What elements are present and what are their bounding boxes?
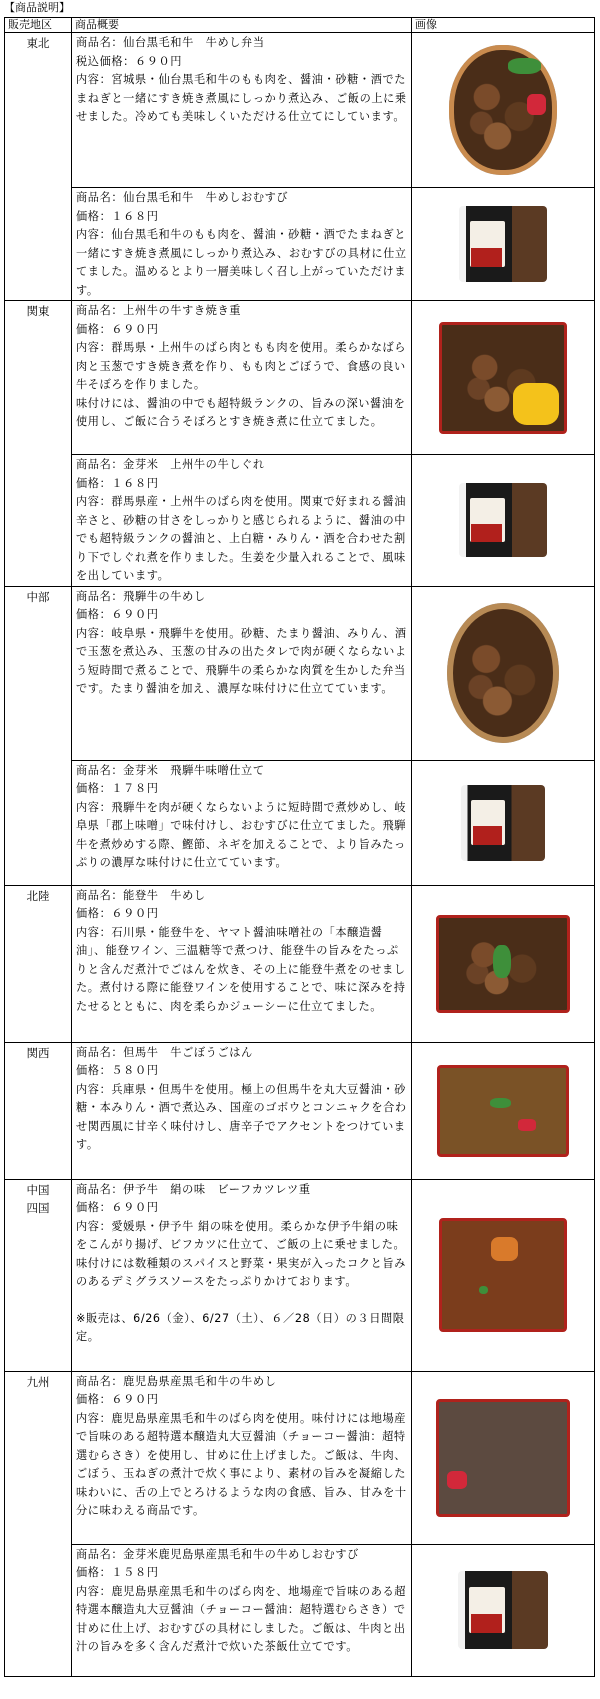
onigiri-photo <box>458 1571 548 1649</box>
product-content: 内容：群馬県・上州牛のばら肉ともも肉を使用。柔らかなばら肉と玉葱ですき焼き煮を作り、もも肉とごぼうで、食感の良い牛そぼろを作りました。 <box>76 341 407 391</box>
product-price: 価格：１６８円 <box>76 209 159 223</box>
product-name: 商品名：能登牛 牛めし <box>76 888 206 902</box>
region-cell: 北陸 <box>5 885 72 1042</box>
table-row <box>5 1042 595 1179</box>
header-summary: 商品概要 <box>72 18 412 33</box>
product-price: 税込価格：６９０円 <box>76 54 183 68</box>
product-table <box>4 17 595 1677</box>
region-cell: 東北 <box>5 33 72 301</box>
product-price: 価格：６９０円 <box>76 1201 159 1214</box>
product-name: 商品名：仙台黒毛和牛 牛めし弁当 <box>76 36 265 49</box>
product-price: 価格：６９０円 <box>76 907 159 920</box>
table-row <box>5 301 595 455</box>
product-image-cell <box>412 1179 595 1371</box>
product-desc <box>72 885 412 1042</box>
product-content: 内容：岐阜県・飛騨牛を使用。砂糖、たまり醤油、みりん、酒で玉葱を煮込み、玉葱の甘みの出たタレで肉が硬くならないよう短時間で煮ることで、飛騨牛の柔らかな肉質を生かした弁当です。たまり醤油を加え、濃厚な味付けに仕立てています。 <box>76 626 407 695</box>
region-cell <box>5 1179 72 1371</box>
onigiri-photo <box>459 483 547 557</box>
product-desc <box>72 1371 412 1544</box>
product-content: 内容：群馬県産・上州牛のばら肉を使用。関東で好まれる醤油辛さと、砂糖の甘さをしっかりと感じられるように、醤油の中でも超特級ランクの醤油と、上白糖・みりん・酒を合わせた割り下でしぐれ煮を作りました。生姜を少量入れることで、風味を出しています。 <box>76 495 407 582</box>
region-cell: 九州 <box>5 1371 72 1676</box>
product-image-cell <box>412 1042 595 1179</box>
table-row <box>5 1371 595 1544</box>
section-title: 【商品説明】 <box>4 1 70 14</box>
region-line-1: 中国 <box>26 1182 50 1197</box>
onigiri-photo <box>459 206 547 282</box>
product-desc <box>72 301 412 455</box>
product-content: 内容：宮城県・仙台黒毛和牛のもも肉を、醤油・砂糖・酒でたまねぎと一緒にすき焼き煮風にしっかり煮込み、ご飯の上に乗せました。冷めても美味しくいただける仕立てにしています。 <box>76 73 407 123</box>
product-desc <box>72 586 412 760</box>
product-name: 商品名：伊予牛 絹の味 ビーフカツレツ重 <box>76 1182 311 1196</box>
region-line-2: 四国 <box>26 1200 50 1215</box>
table-row <box>5 885 595 1042</box>
product-price: 価格：１６８円 <box>76 476 159 490</box>
product-price: 価格：１７８円 <box>76 782 159 795</box>
product-content: 内容：愛媛県・伊予牛 絹の味を使用。柔らかな伊予牛絹の味をこんがり揚げ、ビフカツに仕立て、ご飯の上に乗せました。味付けには数種類のスパイスと野菜・果実が入ったコクと旨みのあるデミグラスソースをたっぷりかけております。 <box>76 1219 406 1288</box>
product-name: 商品名：金芽米 飛騨牛味噌仕立て <box>76 763 265 777</box>
product-price: 価格：１５８円 <box>76 1566 159 1579</box>
product-desc <box>72 455 412 587</box>
header-region: 販売地区 <box>5 18 72 33</box>
header-image: 画像 <box>412 18 595 33</box>
table-row <box>5 1544 595 1676</box>
product-desc <box>72 1544 412 1676</box>
bento-photo <box>439 1218 567 1332</box>
product-content: 内容：飛騨牛を肉が硬くならないように短時間で煮炒めし、岐阜県「郡上味噌」で味付けし、おむすびに仕立てました。飛騨牛を煮炒めする際、鰹節、ネギを加えることで、より旨みたっぷりの濃厚な味付けに仕立てています。 <box>76 800 407 869</box>
product-image-cell <box>412 885 595 1042</box>
product-image-cell <box>412 1371 595 1544</box>
product-name: 商品名：金芽米 上州牛の牛しぐれ <box>76 458 265 471</box>
bento-photo <box>436 1399 570 1517</box>
product-name: 商品名：飛騨牛の牛めし <box>76 589 206 603</box>
product-name: 商品名：但馬牛 牛ごぼうごはん <box>76 1045 253 1059</box>
header-row <box>5 18 595 33</box>
table-row <box>5 455 595 587</box>
table-row <box>5 1179 595 1371</box>
product-content: 内容：仙台黒毛和牛のもも肉を、醤油・砂糖・酒でたまねぎと一緒にすき焼き煮風にしっかり煮込み、おむすびの具材に仕立てました。温めるとより一層美味しく召し上がっていただけます。 <box>76 228 407 297</box>
product-image-cell <box>412 188 595 301</box>
product-name: 商品名：金芽米鹿児島県産黒毛和牛の牛めしおむすび <box>76 1547 359 1561</box>
product-desc <box>72 33 412 188</box>
onigiri-photo <box>461 785 545 861</box>
region-cell: 関東 <box>5 301 72 587</box>
product-name: 商品名：鹿児島県産黒毛和牛の牛めし <box>76 1374 277 1388</box>
bento-photo <box>436 915 570 1013</box>
product-name: 商品名：上州牛の牛すき焼き重 <box>76 304 242 317</box>
product-desc <box>72 188 412 301</box>
product-note: ※販売は、6/26（金）、6/27（土）、６／28（日）の３日間限定。 <box>76 1311 405 1343</box>
product-price: 価格：６９０円 <box>76 322 159 336</box>
product-content: 内容：兵庫県・但馬牛を使用。極上の但馬牛を丸大豆醤油・砂糖・本みりん・酒で煮込み、国産のゴボウとコンニャクを合わせ関西風に甘辛く味付けし、唐辛子でアクセントをつけています。 <box>76 1082 407 1151</box>
table-row <box>5 586 595 760</box>
product-desc <box>72 1042 412 1179</box>
product-price: 価格：５８０円 <box>76 1064 159 1077</box>
region-cell: 関西 <box>5 1042 72 1179</box>
product-image-cell <box>412 301 595 455</box>
product-content: 内容：石川県・能登牛を、ヤマト醤油味噌社の「本醸造醤油」、能登ワイン、三温糖等で煮つけ、能登牛の旨みをたっぷりと含んだ煮汁でごはんを炊き、その上に能登牛煮をのせました。煮付ける際に能登ワインを使用することで、味に深みを持たせるとともに、肉を柔らかジューシーに仕立てました。 <box>76 925 406 1013</box>
product-price: 価格：６９０円 <box>76 1393 159 1406</box>
product-desc <box>72 760 412 885</box>
product-name: 商品名：仙台黒毛和牛 牛めしおむすび <box>76 191 289 204</box>
region-cell: 中部 <box>5 586 72 885</box>
product-image-cell <box>412 760 595 885</box>
bento-photo <box>449 45 557 175</box>
table-row <box>5 188 595 301</box>
product-price: 価格：６９０円 <box>76 608 159 621</box>
bento-photo <box>439 322 567 434</box>
product-image-cell <box>412 1544 595 1676</box>
product-content: 内容：鹿児島県産黒毛和牛のばら肉を使用。味付けには地場産で旨味のある超特選本醸造丸大豆醤油（チョーコー醤油：超特選むらさき）を使用し、甘めに仕上げました。ご飯は、牛肉、ごぼう、玉ねぎの煮汁で炊く事により、素材の旨みを凝縮した味わいに、舌の上でとろけるような肉の食感、旨み、甘みを十分に味わえる商品です。 <box>76 1411 407 1517</box>
table-row <box>5 33 595 188</box>
product-content: 内容：鹿児島県産黒毛和牛のばら肉を、地場産で旨味のある超特選本醸造丸大豆醤油（チョーコー醤油：超特選むらさき）で甘めに仕上げ、おむすびの具材にしました。ご飯は、牛肉と出汁の旨みを多く含んだ煮汁で炊いた茶飯仕立てです。 <box>76 1584 407 1653</box>
bento-photo <box>437 1065 569 1157</box>
table-row <box>5 760 595 885</box>
product-note: 味付けには、醤油の中でも超特級ランクの、旨みの深い醤油を使用し、ご飯に合うそぼろとすき焼き煮に仕立てました。 <box>76 396 406 428</box>
product-image-cell <box>412 33 595 188</box>
product-desc <box>72 1179 412 1371</box>
product-image-cell <box>412 455 595 587</box>
bento-photo <box>447 603 559 743</box>
product-image-cell <box>412 586 595 760</box>
